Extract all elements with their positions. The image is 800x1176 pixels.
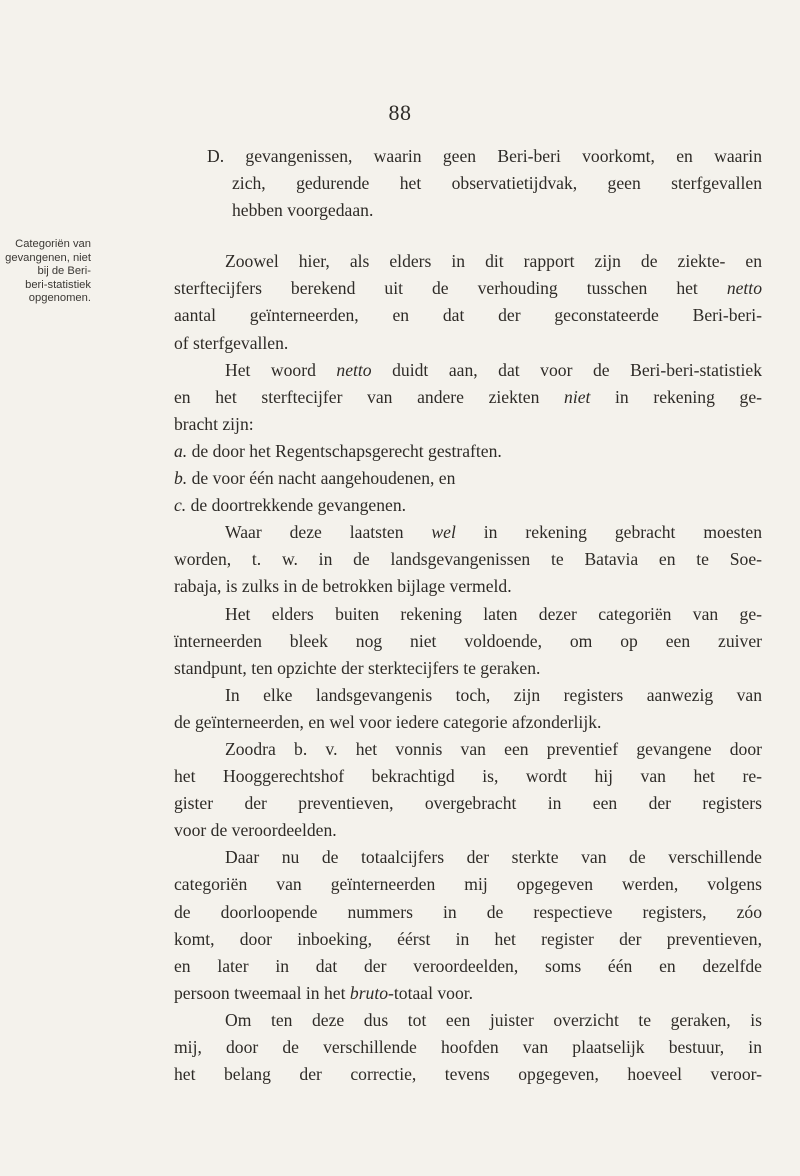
text-line <box>174 384 762 411</box>
body-text <box>174 143 763 1088</box>
text-line: rabaja, is zulks in de betrokken bijlage vermeld. <box>174 576 512 597</box>
list-item-b <box>174 465 762 492</box>
text-line: Zoodra b. v. het vonnis van een preventief gevangene door <box>225 738 762 759</box>
text-run: in rekening gebracht moesten <box>455 522 763 543</box>
text-line: het belang der correctie, tevens opgegeven, hoeveel veroor- <box>174 1064 762 1085</box>
paragraph-wel <box>174 519 762 600</box>
text-line <box>174 519 762 546</box>
paragraph-registers <box>174 682 762 736</box>
margin-note-line: bij de Beri- <box>37 265 91 278</box>
text-line: komt, door inboeking, éérst in het register der preventieven, <box>174 928 762 949</box>
paragraph-netto-definition <box>174 248 762 356</box>
list-letter: a. <box>174 440 188 461</box>
text-line: of sterfgevallen. <box>174 332 289 353</box>
paragraph-d <box>207 143 762 224</box>
list-letter: b. <box>174 468 188 489</box>
text-line: aantal geïnterneerden, en dat der geconstateerde Beri-beri- <box>174 305 762 326</box>
emphasis-niet: niet <box>564 386 591 407</box>
text-run: sterftecijfers berekend uit de verhouding tusschen het <box>174 278 727 299</box>
text-run: de door het Regentschapsgerecht gestraften. <box>187 440 502 461</box>
text-run: -totaal voor. <box>388 982 474 1003</box>
text-line <box>174 980 762 1007</box>
text-line: de doorloopende nummers in de respectieve registers, zóo <box>174 901 762 922</box>
margin-note-line: opgenomen. <box>28 292 91 305</box>
text-line: Om ten deze dus tot een juister overzicht te geraken, is <box>225 1009 762 1030</box>
list-item-a <box>174 438 762 465</box>
text-run: Het woord <box>225 359 337 380</box>
paragraph-vonnis <box>174 736 762 844</box>
text-line: Daar nu de totaalcijfers der sterkte van de verschillende <box>225 847 762 868</box>
text-line: en later in dat der veroordeelden, soms één en dezelfde <box>174 955 762 976</box>
text-line: standpunt, ten opzichte der sterktecijfers te geraken. <box>174 657 541 678</box>
text-line: de geïnterneerden, en wel voor iedere categorie afzonderlijk. <box>174 711 602 732</box>
paragraph-correctie <box>174 1007 762 1088</box>
emphasis-bruto: bruto <box>349 982 389 1003</box>
margin-note-line: Categoriën van <box>15 238 91 250</box>
margin-note-line: beri-statistiek <box>25 278 91 291</box>
text-line <box>174 275 762 302</box>
text-line: Zoowel hier, als elders in dit rapport zijn de ziekte- en <box>225 251 762 272</box>
list-item-c <box>174 492 762 519</box>
text-run: duidt aan, dat voor de Beri-beri-statistiek <box>371 359 763 380</box>
text-run: in rekening ge- <box>590 386 762 407</box>
text-line: bracht zijn: <box>174 413 254 434</box>
text-line: In elke landsgevangenis toch, zijn registers aanwezig van <box>225 684 762 705</box>
text-line: worden, t. w. in de landsgevangenissen te Batavia en te Soe- <box>174 549 762 570</box>
text-line: zich, gedurende het observatietijdvak, geen sterfgevallen <box>232 173 762 194</box>
emphasis-wel: wel <box>431 522 456 543</box>
text-line: Het elders buiten rekening laten dezer categoriën van ge- <box>225 603 762 624</box>
list-letter: c. <box>174 495 187 516</box>
page-number: 88 <box>388 100 412 125</box>
paragraph-netto-meaning <box>174 357 762 520</box>
text-run: en het sterftecijfer van andere ziekten <box>174 386 565 407</box>
text-line: voor de veroordeelden. <box>174 820 337 841</box>
paragraph-totaalcijfers <box>174 844 762 1007</box>
paragraph-gap <box>207 224 762 248</box>
text-line: categoriën van geïnterneerden mij opgegeven werden, volgens <box>174 874 762 895</box>
text-line <box>174 357 762 384</box>
emphasis-netto: netto <box>336 359 372 380</box>
text-line: gister der preventieven, overgebracht in een der registers <box>174 793 762 814</box>
text-line: ïnterneerden bleek nog niet voldoende, om op een zuiver <box>174 630 762 651</box>
text-run: persoon tweemaal in het <box>174 982 350 1003</box>
margin-note-line: gevangenen, niet <box>5 251 91 264</box>
text-line: mij, door de verschillende hoofden van plaatselijk bestuur, in <box>174 1037 762 1057</box>
emphasis-netto: netto <box>726 278 762 299</box>
text-line: het Hooggerechtshof bekrachtigd is, wordt hij van het re- <box>174 766 762 787</box>
text-run: Waar deze laatsten <box>225 522 432 543</box>
text-line: hebben voorgedaan. <box>232 200 374 221</box>
text-run: de voor één nacht aangehoudenen, en <box>187 468 456 489</box>
text-run: de doortrekkende gevangenen. <box>186 495 407 516</box>
text-line: D. gevangenissen, waarin geen Beri-beri voorkomt, en waarin <box>207 146 762 166</box>
paragraph-categories <box>174 601 762 682</box>
